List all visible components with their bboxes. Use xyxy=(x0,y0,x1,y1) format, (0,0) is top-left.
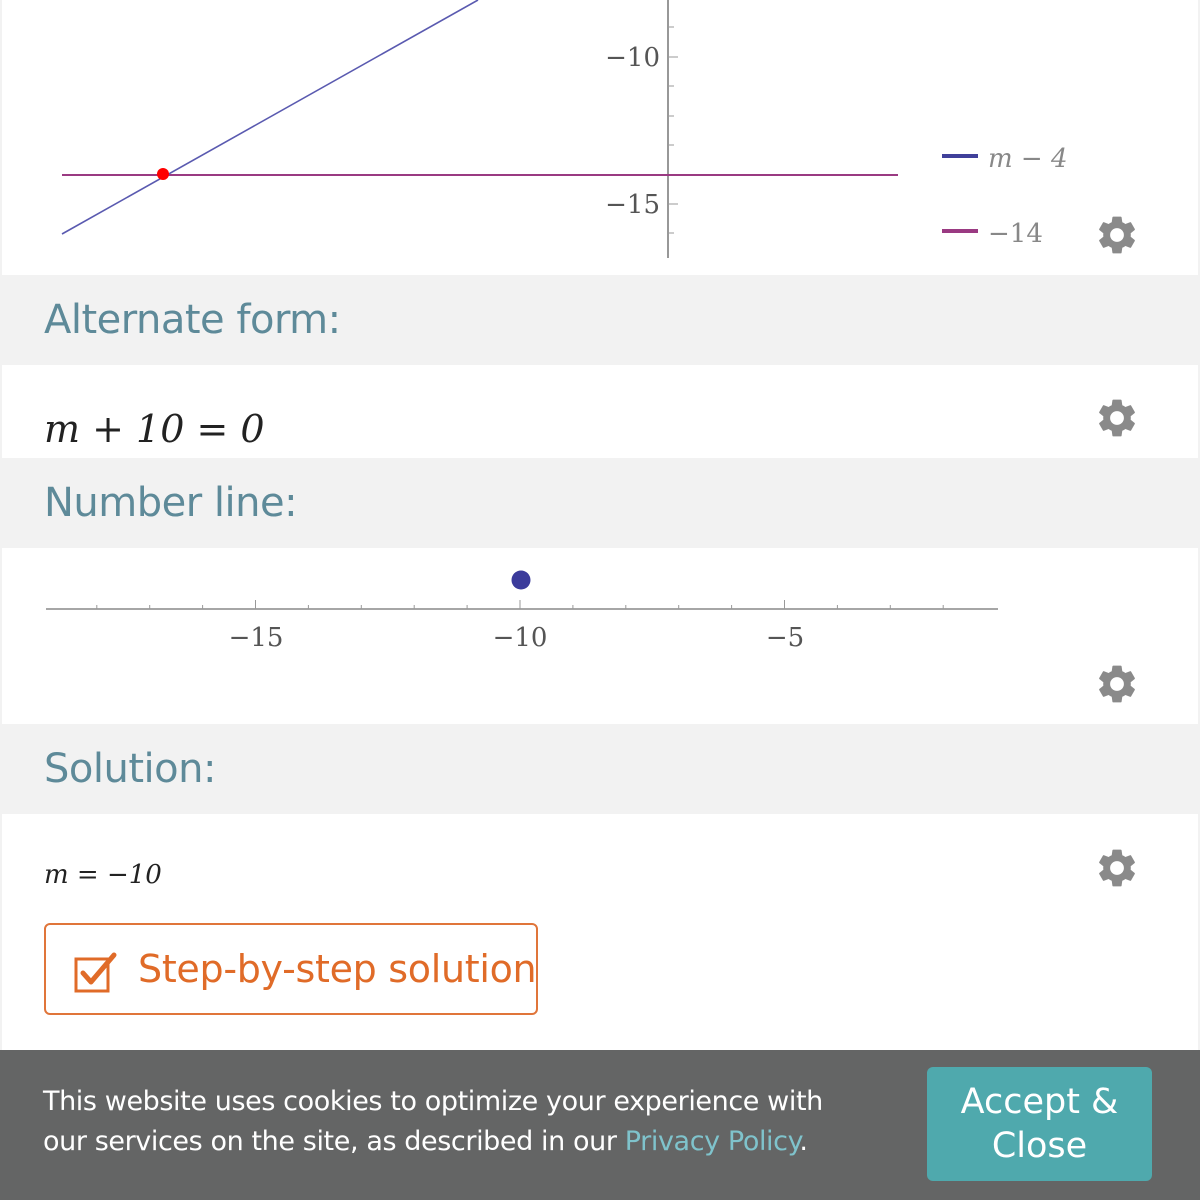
cookie-banner-text xyxy=(43,1082,863,1162)
plot-y-tick-label: −10 xyxy=(605,43,660,73)
alternate-form-header xyxy=(0,275,1200,365)
checkbox-check-icon xyxy=(74,951,118,993)
number-line-tick-label: −10 xyxy=(492,623,548,653)
number-line-tick-label: −5 xyxy=(765,623,805,653)
number-line-point xyxy=(512,571,531,590)
solution-header xyxy=(0,724,1200,814)
number-line-header xyxy=(0,458,1200,548)
solution-expression: m = −10 xyxy=(44,860,162,890)
alternate-form-expression: m + 10 = 0 xyxy=(44,407,265,451)
number-line-tick-label: −15 xyxy=(228,623,284,653)
accept-close-button[interactable] xyxy=(927,1067,1152,1181)
number-line xyxy=(0,548,1200,724)
accept-close-label: Accept & Close xyxy=(960,1082,1119,1166)
number-line-settings-gear-icon[interactable] xyxy=(1094,661,1140,707)
legend-label-minus-14: −14 xyxy=(988,219,1043,249)
plot-settings-gear-icon[interactable] xyxy=(1094,212,1140,258)
privacy-policy-link[interactable]: Privacy Policy xyxy=(624,1126,800,1157)
plot-intersection-point xyxy=(157,168,169,180)
cookie-trailing: . xyxy=(799,1126,808,1157)
plot-y-minor-ticks xyxy=(668,27,678,233)
solution-settings-gear-icon[interactable] xyxy=(1094,845,1140,891)
alternate-form-pod xyxy=(2,365,1198,458)
legend-label-m-minus-4: m − 4 xyxy=(988,144,1068,174)
number-line-ticks xyxy=(97,600,943,609)
number-line-title: Number line: xyxy=(44,480,298,526)
alternate-form-title: Alternate form: xyxy=(44,297,341,343)
step-by-step-button[interactable] xyxy=(44,923,538,1015)
step-by-step-label: Step-by-step solution xyxy=(138,947,537,991)
solution-title: Solution: xyxy=(44,746,216,792)
plot xyxy=(0,0,1200,275)
alternate-form-settings-gear-icon[interactable] xyxy=(1094,395,1140,441)
plot-y-tick-label: −15 xyxy=(605,190,660,220)
cookie-message: This website uses cookies to optimize your experience with our services on the site, as described in our xyxy=(43,1086,823,1157)
plot-line-m-minus-4 xyxy=(62,0,478,234)
